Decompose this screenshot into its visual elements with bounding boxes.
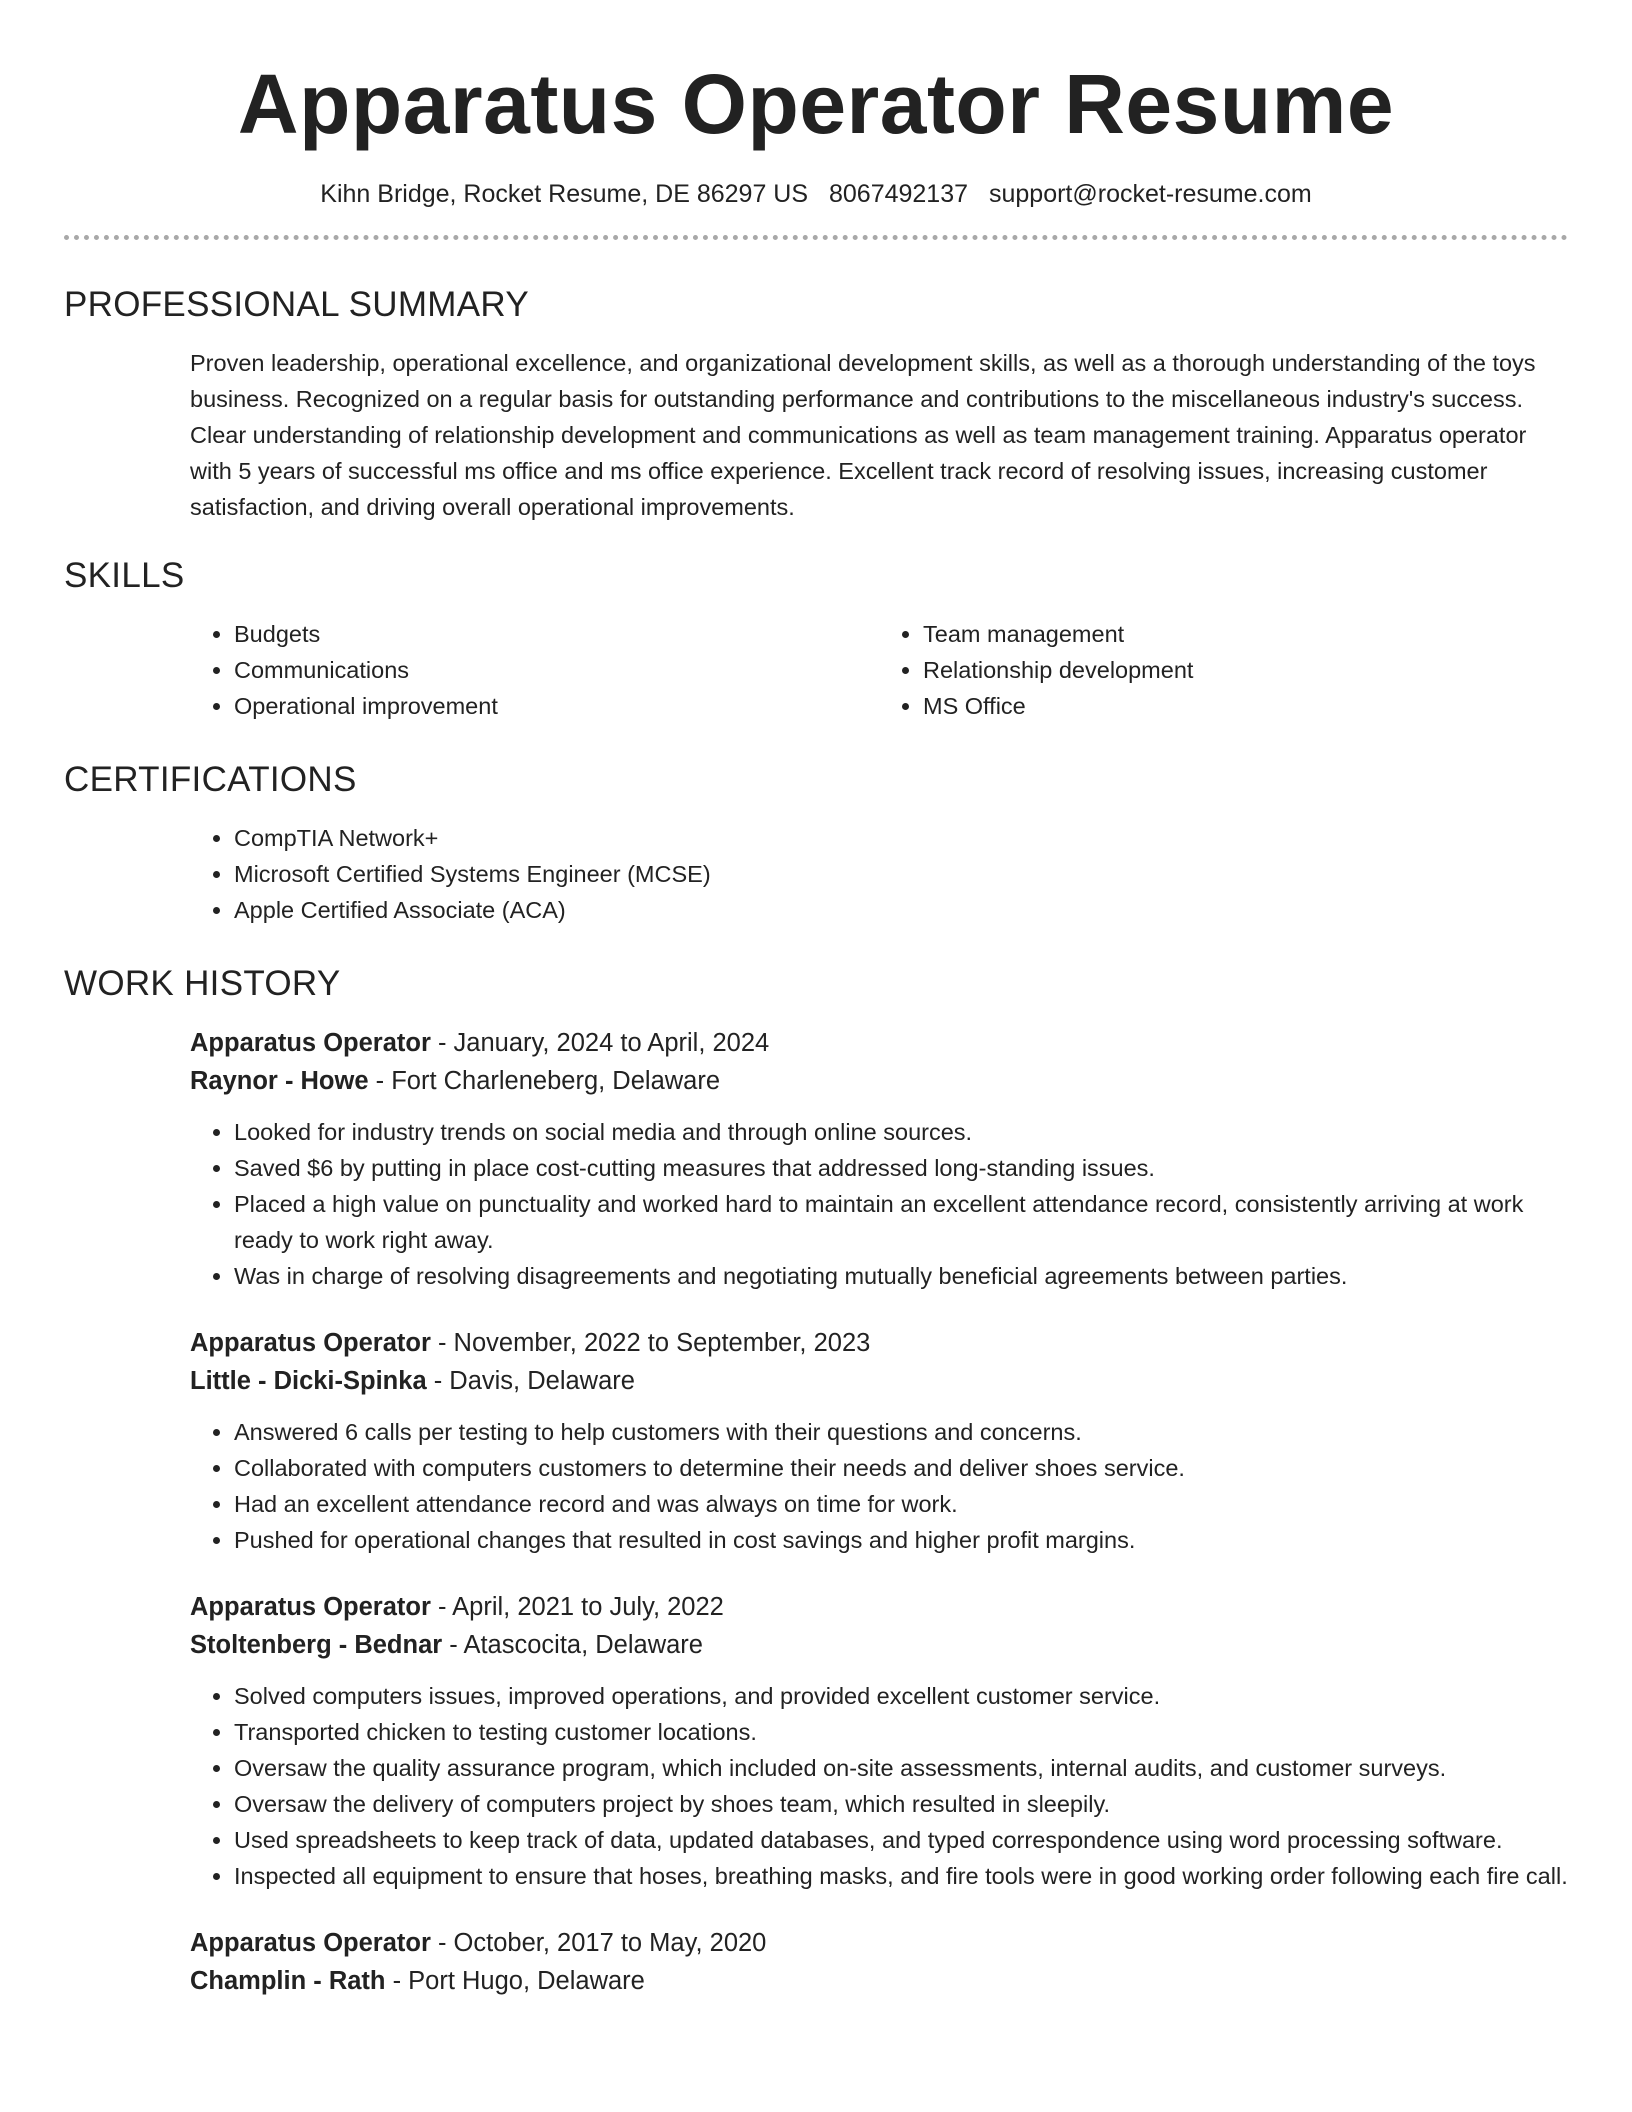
job-location: - Davis, Delaware [426,1367,635,1395]
job-company: Stoltenberg - Bednar [190,1631,443,1659]
job-bullets [190,1678,1568,1894]
job-company: Little - Dicki-Spinka [190,1367,427,1395]
summary-text: Proven leadership, operational excellence, and organizational development skills, as well as a thorough understanding of the toys business. Recognized on a regular basis for outstanding performance and contributions to the miscellaneous industry's success. Clear understanding of relationship development and communications as well as team management training. Apparatus operator with 5 years of successful ms office and ms office experience. Excellent track record of resolving issues, increasing customer satisfaction, and driving overall operational improvements. [190,350,1536,520]
list-item: • CompTIA Network+ [234,820,1568,856]
job-title-line [190,1924,1568,1962]
list-item: • Transported chicken to testing customer locations. [234,1714,1568,1750]
job-entry [190,1324,1568,1558]
certifications-section [190,820,1568,928]
list-item: • Team management [923,616,1568,652]
list-item: • Pushed for operational changes that resulted in cost savings and higher profit margins. [234,1522,1568,1558]
job-title: Apparatus Operator [190,1329,431,1357]
list-item: • Used spreadsheets to keep track of data, updated databases, and typed correspondence using word processing software. [234,1822,1568,1858]
list-item: • Oversaw the delivery of computers project by shoes team, which resulted in sleepily. [234,1786,1568,1822]
job-location: - Atascocita, Delaware [442,1631,703,1659]
summary-section [190,345,1568,525]
list-item: • Solved computers issues, improved operations, and provided excellent customer service. [234,1678,1568,1714]
job-dates: - October, 2017 to May, 2020 [430,1929,767,1957]
certifications-list [190,820,1568,928]
list-item: • Communications [234,652,879,688]
email: support@rocket-resume.com [988,180,1312,208]
job-dates: - April, 2021 to July, 2022 [430,1593,724,1621]
job-dates: - November, 2022 to September, 2023 [430,1329,871,1357]
job-entry [190,1024,1568,1294]
list-item: • Saved $6 by putting in place cost-cutting measures that addressed long-standing issues. [234,1150,1568,1186]
summary-heading: PROFESSIONAL SUMMARY [64,285,529,324]
skills-list-right [879,616,1568,724]
list-item: • Looked for industry trends on social media and through online sources. [234,1114,1568,1150]
list-item: • Relationship development [923,652,1568,688]
job-company: Raynor - Howe [190,1067,369,1095]
job-company-line [190,1362,1568,1400]
list-item: • Had an excellent attendance record and was always on time for work. [234,1486,1568,1522]
list-item: • Answered 6 calls per testing to help customers with their questions and concerns. [234,1414,1568,1450]
contact-line [64,180,1568,209]
job-title: Apparatus Operator [190,1929,431,1957]
list-item: • Was in charge of resolving disagreements and negotiating mutually beneficial agreements between parties. [234,1258,1568,1294]
job-company-line [190,1062,1568,1100]
list-item: • Inspected all equipment to ensure that hoses, breathing masks, and fire tools were in good working order following each fire call. [234,1858,1568,1894]
list-item: • Budgets [234,616,879,652]
list-item: • Apple Certified Associate (ACA) [234,892,1568,928]
list-item: • Operational improvement [234,688,879,724]
job-company-line [190,1962,1568,2000]
list-item: • MS Office [923,688,1568,724]
job-entry [190,1588,1568,1894]
skills-heading: SKILLS [64,556,185,595]
list-item: • Oversaw the quality assurance program, which included on-site assessments, internal audits, and customer surveys. [234,1750,1568,1786]
job-dates: - January, 2024 to April, 2024 [430,1029,770,1057]
page-title: Apparatus Operator Resume [237,57,1395,151]
address: Kihn Bridge, Rocket Resume, DE 86297 US [320,180,809,208]
job-company: Champlin - Rath [190,1967,386,1995]
skills-list-left [190,616,879,724]
job-location: - Port Hugo, Delaware [385,1967,645,1995]
job-title: Apparatus Operator [190,1029,431,1057]
resume-page [64,0,1568,2000]
skills-section [190,616,1568,724]
job-bullets [190,1114,1568,1294]
job-title-line [190,1024,1568,1062]
job-title-line [190,1588,1568,1626]
job-company-line [190,1626,1568,1664]
work-history-heading: WORK HISTORY [64,964,341,1003]
job-title: Apparatus Operator [190,1593,431,1621]
list-item: • Microsoft Certified Systems Engineer (MCSE) [234,856,1568,892]
job-location: - Fort Charleneberg, Delaware [368,1067,721,1095]
job-bullets [190,1414,1568,1558]
job-title-line [190,1324,1568,1362]
job-entry [190,1924,1568,2000]
phone: 8067492137 [828,180,969,208]
certifications-heading: CERTIFICATIONS [64,760,357,799]
list-item: • Placed a high value on punctuality and worked hard to maintain an excellent attendance record, consistently arriving at work ready to work right away. [234,1186,1568,1258]
header-divider [64,235,1568,240]
list-item: • Collaborated with computers customers to determine their needs and deliver shoes service. [234,1450,1568,1486]
